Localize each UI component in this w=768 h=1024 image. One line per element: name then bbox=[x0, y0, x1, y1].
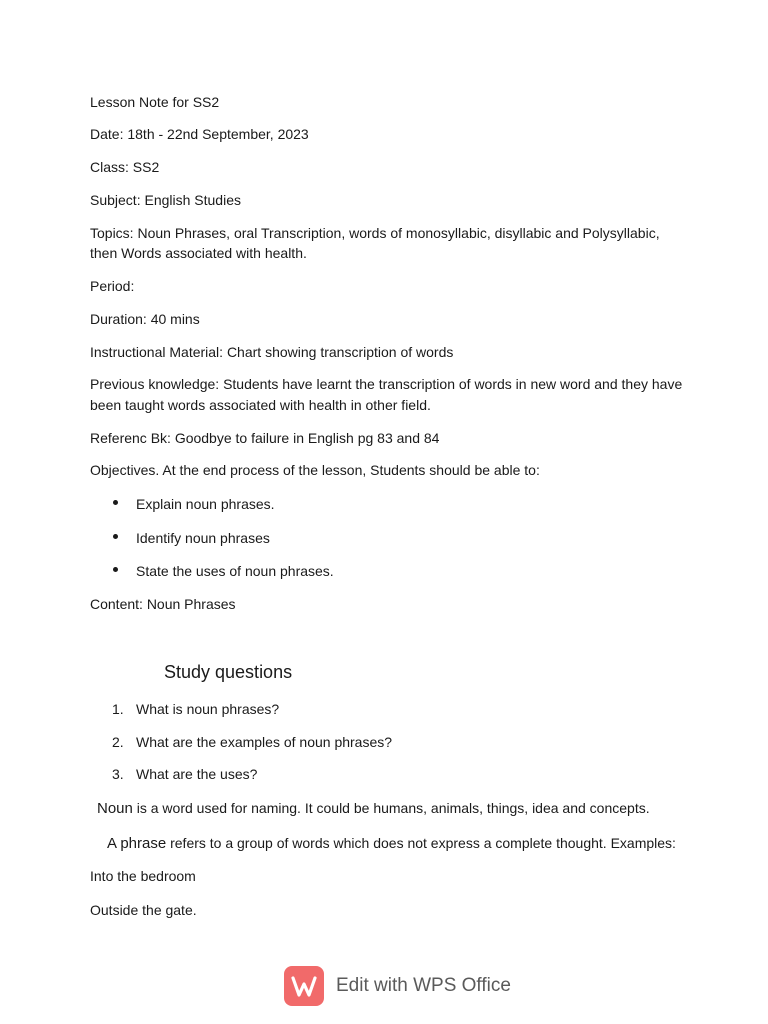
doc-content: Content: Noun Phrases bbox=[90, 596, 236, 612]
study-question-text: What is noun phrases? bbox=[136, 701, 280, 717]
wps-logo-icon[interactable] bbox=[284, 966, 324, 1006]
objective-item bbox=[0, 561, 768, 581]
doc-objectives-intro: Objectives. At the end process of the lesson, Students should be able to: bbox=[90, 462, 540, 478]
bullet-icon bbox=[113, 534, 118, 539]
doc-previous-knowledge-line2: been taught words associated with health in other field. bbox=[90, 397, 431, 413]
noun-term: Noun bbox=[97, 800, 133, 817]
doc-subject: Subject: English Studies bbox=[90, 192, 241, 208]
doc-title: Lesson Note for SS2 bbox=[90, 94, 220, 110]
wps-edit-banner[interactable] bbox=[284, 964, 511, 1008]
study-question-text: What are the uses? bbox=[136, 766, 258, 782]
doc-previous-knowledge-line1: Previous knowledge: Students have learnt the transcription of words in new word and they have bbox=[90, 376, 683, 392]
study-question-text: What are the examples of noun phrases? bbox=[136, 734, 393, 750]
objective-text: Identify noun phrases bbox=[136, 530, 270, 546]
study-question-item bbox=[0, 699, 768, 719]
objective-text: State the uses of noun phrases. bbox=[136, 563, 334, 579]
objective-item bbox=[0, 494, 768, 514]
noun-definition bbox=[97, 798, 717, 819]
example-2: Outside the gate. bbox=[90, 902, 197, 918]
doc-class: Class: SS2 bbox=[90, 159, 160, 175]
example-1: Into the bedroom bbox=[90, 868, 196, 884]
bullet-icon bbox=[113, 500, 118, 505]
study-question-item bbox=[0, 764, 768, 784]
doc-topics-line2: then Words associated with health. bbox=[90, 245, 307, 261]
phrase-definition-text: refers to a group of words which does not express a complete thought. Examples: bbox=[166, 835, 676, 851]
doc-duration: Duration: 40 mins bbox=[90, 311, 200, 327]
doc-reference: Referenc Bk: Goodbye to failure in English pg 83 and 84 bbox=[90, 430, 440, 446]
objective-text: Explain noun phrases. bbox=[136, 496, 275, 512]
phrase-definition bbox=[107, 833, 727, 854]
study-questions-heading: Study questions bbox=[164, 662, 293, 682]
wps-edit-text[interactable]: Edit with WPS Office bbox=[336, 975, 511, 996]
doc-date: Date: 18th - 22nd September, 2023 bbox=[90, 126, 309, 142]
doc-instructional-material: Instructional Material: Chart showing transcription of words bbox=[90, 344, 454, 360]
phrase-term: A phrase bbox=[107, 835, 167, 852]
study-question-number: 3. bbox=[112, 766, 124, 782]
objective-item bbox=[0, 528, 768, 548]
doc-topics-line1: Topics: Noun Phrases, oral Transcription, words of monosyllabic, disyllabic and Polysyllabic, bbox=[90, 225, 660, 241]
bullet-icon bbox=[113, 567, 118, 572]
study-question-number: 2. bbox=[112, 734, 124, 750]
noun-definition-text: is a word used for naming. It could be humans, animals, things, idea and concepts. bbox=[132, 800, 650, 816]
study-question-number: 1. bbox=[112, 701, 124, 717]
wps-logo-glyph bbox=[284, 966, 324, 1006]
doc-period: Period: bbox=[90, 278, 135, 294]
study-question-item bbox=[0, 732, 768, 752]
